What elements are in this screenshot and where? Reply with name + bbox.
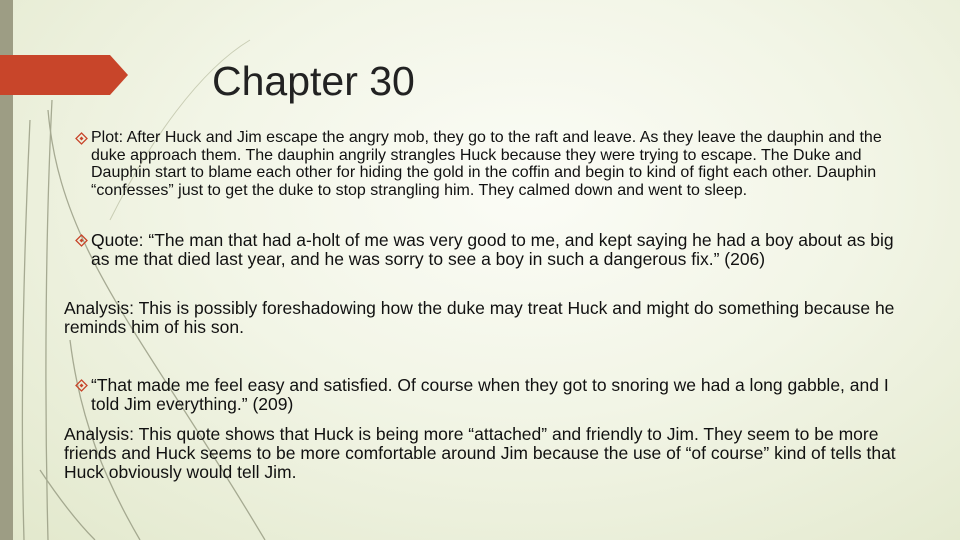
bullet-plot (75, 129, 905, 199)
bullet-text-quote-2: “That made me feel easy and satisfied. Of course when they got to snoring we had a long gabble, and I told Jim everything.” (209) (91, 375, 889, 414)
bullet-text-quote-1: Quote: “The man that had a-holt of me was very good to me, and kept saying he had a boy about as big as me that died last year, and he was sorry to see a boy in such a dangerous fix.” (206) (91, 230, 894, 269)
slide-title: Chapter 30 (212, 58, 415, 104)
analysis-1: Analysis: This is possibly foreshadowing how the duke may treat Huck and might do something because he reminds him of his son. (64, 298, 895, 337)
diamond-bullet-icon (75, 379, 88, 392)
bullet-text-plot: Plot: After Huck and Jim escape the angry mob, they go to the raft and leave. As they leave the dauphin and the duke approach them. The dauphin angrily strangles Huck because they were trying to escape. The Duke and Dauphin start to blame each other for hiding the gold in the coffin and begin to kind of fight each other. Dauphin “confesses” just to get the duke to stop strangling him. They calmed down and went to sleep. (91, 129, 882, 199)
diamond-bullet-icon (75, 234, 88, 247)
diamond-bullet-icon (75, 132, 88, 145)
bullet-quote-1 (75, 231, 905, 269)
bullet-quote-2 (75, 376, 905, 414)
analysis-2: Analysis: This quote shows that Huck is being more “attached” and friendly to Jim. They seem to be more friends and Huck seems to be more comfortable around Jim because the use of “of course” kind of tells that Huck obviously would tell Jim. (64, 424, 896, 482)
title-accent-tab (0, 55, 128, 95)
